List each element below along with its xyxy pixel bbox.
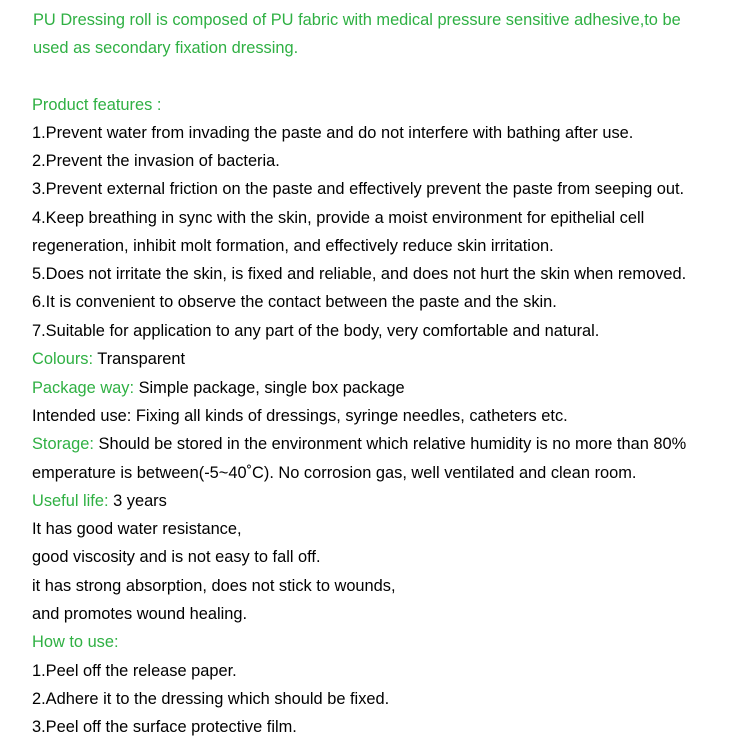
feature-item: regeneration, inhibit molt formation, and effectively reduce skin irritation. [32,237,554,255]
package-label: Package way: [32,379,135,397]
useful-life-value: 3 years [108,492,167,510]
property-line: it has strong absorption, does not stick to wounds, [32,577,396,595]
colours-row [32,349,185,369]
property-line: It has good water resistance, [32,520,242,538]
colours-value: Transparent [93,350,186,368]
intro-line-1: PU Dressing roll is composed of PU fabric with medical pressure sensitive adhesive,to be [33,11,681,29]
intro-line-2: used as secondary fixation dressing. [33,39,299,57]
feature-item: 4.Keep breathing in sync with the skin, provide a moist environment for epithelial cell [32,209,645,227]
storage-label: Storage: [32,435,94,453]
how-to-use-step: 3.Peel off the surface protective film. [32,718,297,736]
storage-row [32,434,686,454]
feature-item: 2.Prevent the invasion of bacteria. [32,152,280,170]
how-to-use-heading: How to use: [32,633,119,651]
feature-item: 6.It is convenient to observe the contact between the paste and the skin. [32,293,557,311]
property-line: and promotes wound healing. [32,605,248,623]
feature-item: 1.Prevent water from invading the paste and do not interfere with bathing after use. [32,124,634,142]
property-line: good viscosity and is not easy to fall off. [32,548,321,566]
how-to-use-step: 1.Peel off the release paper. [32,662,237,680]
features-heading: Product features : [32,96,162,114]
feature-item: 5.Does not irritate the skin, is fixed and reliable, and does not hurt the skin when removed. [32,265,687,283]
feature-item: 3.Prevent external friction on the paste and effectively prevent the paste from seeping out. [32,180,685,198]
intended-use: Intended use: Fixing all kinds of dressings, syringe needles, catheters etc. [32,407,568,425]
useful-life-label: Useful life: [32,492,109,510]
package-row [32,378,405,398]
package-value: Simple package, single box package [134,379,405,397]
feature-item: 7.Suitable for application to any part of the body, very comfortable and natural. [32,322,600,340]
useful-life-row [32,491,167,511]
storage-line-2: emperature is between(-5~40˚C). No corrosion gas, well ventilated and clean room. [32,464,637,482]
storage-value: Should be stored in the environment which relative humidity is no more than 80% [93,435,687,453]
colours-label: Colours: [32,350,94,368]
how-to-use-step: 2.Adhere it to the dressing which should be fixed. [32,690,390,708]
